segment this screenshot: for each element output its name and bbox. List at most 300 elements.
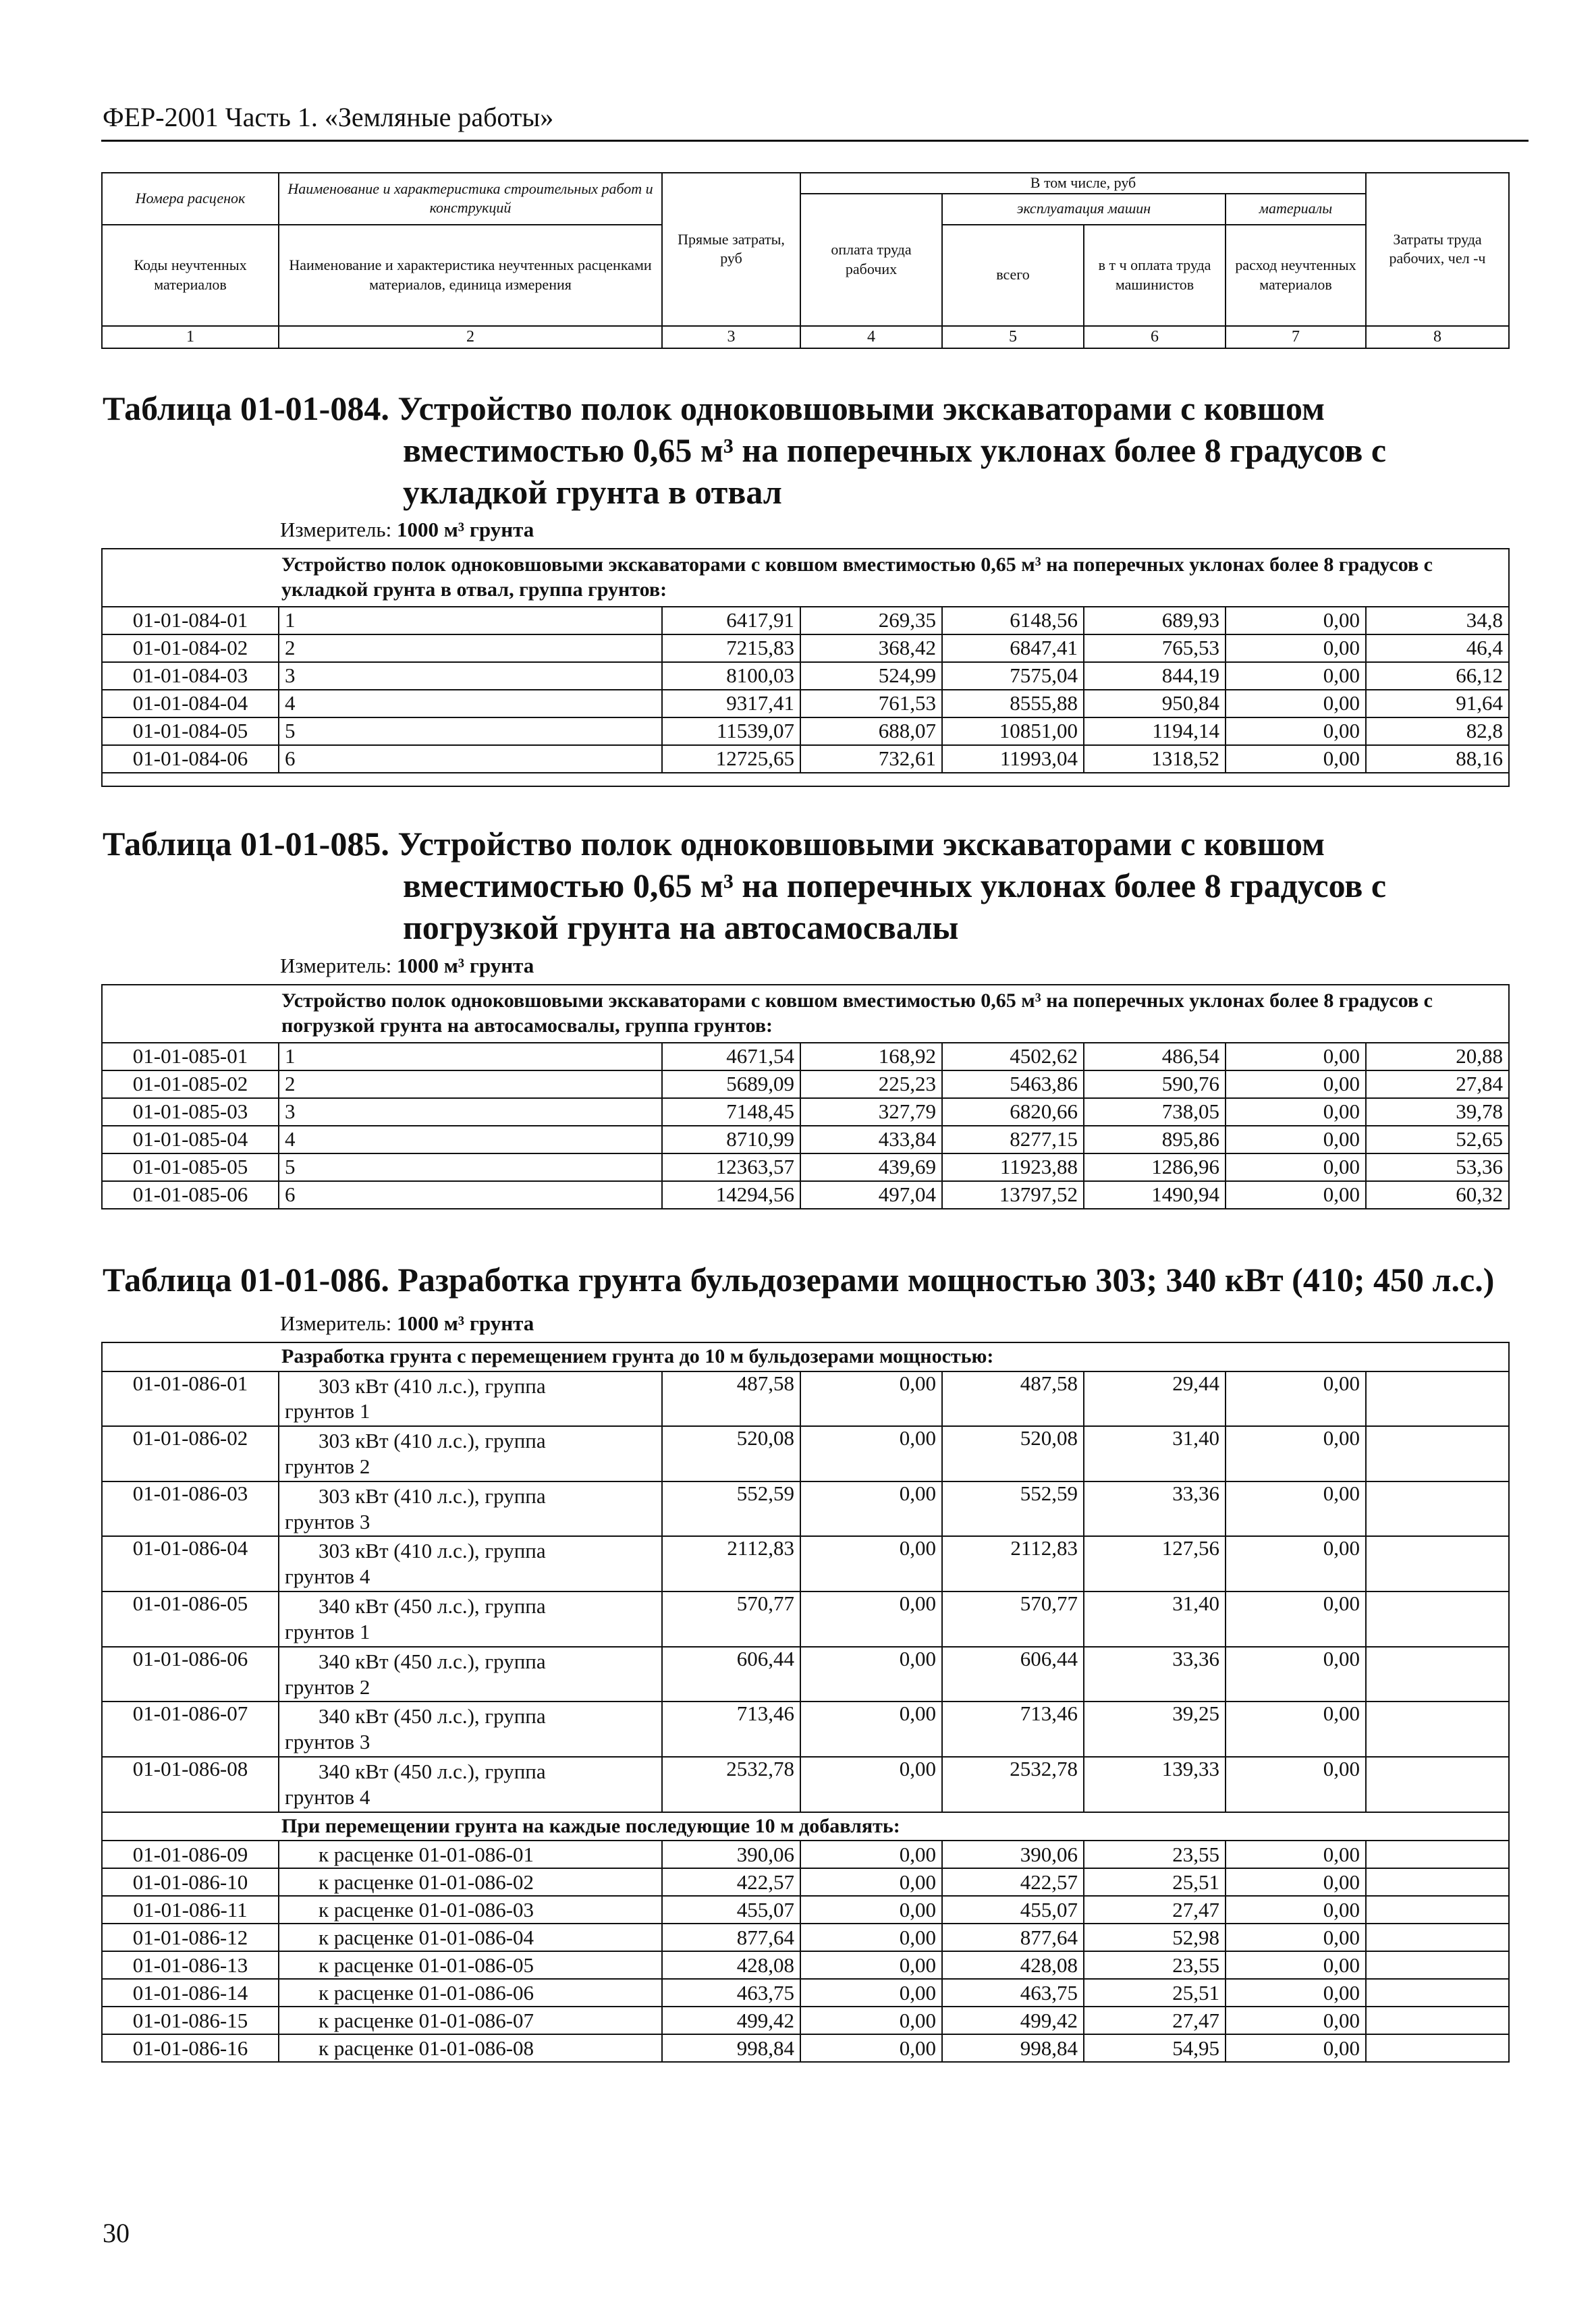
table-084-group-title: Устройство полок одноковшовыми экскаваторами с ковшом вместимостью 0,65 м³ на поперечных уклонах более 8 градусов с укладкой грунта в отвал, группа грунтов: <box>102 549 1509 607</box>
cost-c5: 6148,56 <box>942 607 1084 634</box>
table-row <box>102 1868 1509 1896</box>
header-divider <box>101 140 1529 142</box>
cost-c8: 60,32 <box>1366 1181 1509 1209</box>
cost-c7: 0,00 <box>1226 1702 1366 1757</box>
cost-c6: 31,40 <box>1084 1591 1226 1647</box>
table-row <box>102 1896 1509 1924</box>
rate-name: 3 <box>279 662 662 690</box>
rate-code: 01-01-084-05 <box>102 717 279 745</box>
table-row <box>102 690 1509 717</box>
cost-c8-empty <box>1366 1702 1509 1757</box>
rate-code: 01-01-086-09 <box>102 1841 279 1868</box>
header-machines: эксплуатация машин <box>942 194 1226 225</box>
cost-c4: 327,79 <box>800 1098 942 1126</box>
table-row <box>102 1591 1509 1647</box>
rate-name-line2: грунтов 4 <box>285 1564 370 1589</box>
table-086-caption-line1: Таблица 01-01-086. Разработка грунта бульдозерами мощностью 303; 340 кВт (410; 450 л.с.) <box>103 1261 1495 1299</box>
rate-name-line1: 340 кВт (450 л.с.), группа <box>319 1649 546 1673</box>
cost-c3: 6417,91 <box>662 607 800 634</box>
rate-name-line2: грунтов 2 <box>285 1675 370 1699</box>
cost-c6: 27,47 <box>1084 1896 1226 1924</box>
cost-c6: 33,36 <box>1084 1481 1226 1537</box>
cost-c6: 950,84 <box>1084 690 1226 717</box>
table-row <box>102 1043 1509 1070</box>
table-row <box>102 1841 1509 1868</box>
table-row <box>102 1098 1509 1126</box>
cost-c8-empty <box>1366 1591 1509 1647</box>
header-col1-top: Номера расценок <box>102 173 279 225</box>
rate-name: 6 <box>279 745 662 773</box>
cost-c7: 0,00 <box>1226 634 1366 662</box>
measure-label: Измеритель: <box>280 954 392 977</box>
cost-c5: 713,46 <box>942 1702 1084 1757</box>
cost-c7: 0,00 <box>1226 1536 1366 1591</box>
rate-code: 01-01-085-01 <box>102 1043 279 1070</box>
rate-name <box>279 1591 662 1647</box>
measure-label: Измеритель: <box>280 1311 392 1335</box>
cost-c8-empty <box>1366 1951 1509 1979</box>
cost-c3: 422,57 <box>662 1868 800 1896</box>
cost-c3: 552,59 <box>662 1481 800 1537</box>
table-row <box>102 1126 1509 1153</box>
table-row <box>102 634 1509 662</box>
cost-c7: 0,00 <box>1226 1126 1366 1153</box>
table-086-caption <box>103 1259 1494 1301</box>
rate-code: 01-01-086-15 <box>102 2007 279 2034</box>
cost-c6: 54,95 <box>1084 2034 1226 2062</box>
cost-c3: 520,08 <box>662 1426 800 1481</box>
rate-name-line2: грунтов 3 <box>285 1730 370 1754</box>
cost-c5: 2532,78 <box>942 1757 1084 1812</box>
cost-c4: 439,69 <box>800 1153 942 1181</box>
cost-c7: 0,00 <box>1226 690 1366 717</box>
rate-name-line2: грунтов 1 <box>285 1399 370 1423</box>
cost-c7: 0,00 <box>1226 1181 1366 1209</box>
rate-name: к расценке 01-01-086-04 <box>279 1924 662 1951</box>
rate-name <box>279 1757 662 1812</box>
cost-c7: 0,00 <box>1226 1868 1366 1896</box>
rate-name: 6 <box>279 1181 662 1209</box>
table-row <box>102 1070 1509 1098</box>
cost-c5: 7575,04 <box>942 662 1084 690</box>
rate-name-line2: грунтов 3 <box>285 1509 370 1533</box>
header-num-5: 5 <box>942 326 1084 348</box>
rate-code: 01-01-085-03 <box>102 1098 279 1126</box>
cost-c4: 0,00 <box>800 1896 942 1924</box>
cost-c8: 34,8 <box>1366 607 1509 634</box>
cost-c5: 390,06 <box>942 1841 1084 1868</box>
header-num-1: 1 <box>102 326 279 348</box>
measure-value: 1000 м³ грунта <box>396 518 534 541</box>
cost-c5: 877,64 <box>942 1924 1084 1951</box>
cost-c8: 66,12 <box>1366 662 1509 690</box>
cost-c8-empty <box>1366 1924 1509 1951</box>
cost-c7: 0,00 <box>1226 1371 1366 1427</box>
cost-c8-empty <box>1366 1426 1509 1481</box>
cost-c7: 0,00 <box>1226 1481 1366 1537</box>
header-num-6: 6 <box>1084 326 1226 348</box>
rate-code: 01-01-086-03 <box>102 1481 279 1537</box>
cost-c6: 738,05 <box>1084 1098 1226 1126</box>
rate-name: 1 <box>279 607 662 634</box>
rate-name-line1: 303 кВт (410 л.с.), группа <box>319 1373 546 1398</box>
cost-c3: 8710,99 <box>662 1126 800 1153</box>
rate-name-line1: 340 кВт (450 л.с.), группа <box>319 1704 546 1729</box>
rate-name: к расценке 01-01-086-02 <box>279 1868 662 1896</box>
rate-code: 01-01-086-14 <box>102 1979 279 2007</box>
cost-c3: 14294,56 <box>662 1181 800 1209</box>
cost-c7: 0,00 <box>1226 607 1366 634</box>
rate-name: к расценке 01-01-086-06 <box>279 1979 662 2007</box>
cost-c8-empty <box>1366 1481 1509 1537</box>
rate-code: 01-01-086-10 <box>102 1868 279 1896</box>
table-row <box>102 662 1509 690</box>
cost-c6: 23,55 <box>1084 1841 1226 1868</box>
cost-c3: 487,58 <box>662 1371 800 1427</box>
table-row <box>102 1951 1509 1979</box>
rate-code: 01-01-086-12 <box>102 1924 279 1951</box>
table-row <box>102 1536 1509 1591</box>
cost-c7: 0,00 <box>1226 1043 1366 1070</box>
cost-c7: 0,00 <box>1226 2034 1366 2062</box>
rate-code: 01-01-085-02 <box>102 1070 279 1098</box>
cost-c6: 590,76 <box>1084 1070 1226 1098</box>
rate-code: 01-01-086-16 <box>102 2034 279 2062</box>
table-row <box>102 1181 1509 1209</box>
cost-c3: 8100,03 <box>662 662 800 690</box>
cost-c8-empty <box>1366 1757 1509 1812</box>
table-084-caption-line3: укладкой грунта в отвал <box>403 473 782 511</box>
header-col8: Затраты труда рабочих, чел -ч <box>1366 173 1509 326</box>
cost-c4: 0,00 <box>800 1702 942 1757</box>
measure-value: 1000 м³ грунта <box>396 1311 534 1335</box>
cost-c4: 0,00 <box>800 1426 942 1481</box>
table-row <box>102 1426 1509 1481</box>
header-num-7: 7 <box>1226 326 1366 348</box>
cost-c4: 225,23 <box>800 1070 942 1098</box>
cost-c6: 23,55 <box>1084 1951 1226 1979</box>
rate-name-line1: 303 кВт (410 л.с.), группа <box>319 1429 546 1453</box>
cost-c3: 463,75 <box>662 1979 800 2007</box>
cost-c3: 12363,57 <box>662 1153 800 1181</box>
cost-c6: 1318,52 <box>1084 745 1226 773</box>
cost-c3: 877,64 <box>662 1924 800 1951</box>
cost-c4: 0,00 <box>800 1924 942 1951</box>
cost-c5: 606,44 <box>942 1647 1084 1702</box>
cost-c5: 8277,15 <box>942 1126 1084 1153</box>
cost-c7: 0,00 <box>1226 1098 1366 1126</box>
cost-c7: 0,00 <box>1226 1153 1366 1181</box>
cost-c7: 0,00 <box>1226 1757 1366 1812</box>
cost-c4: 368,42 <box>800 634 942 662</box>
table-084-caption <box>103 387 1386 513</box>
rate-code: 01-01-086-05 <box>102 1591 279 1647</box>
cost-c8: 53,36 <box>1366 1153 1509 1181</box>
cost-c6: 139,33 <box>1084 1757 1226 1812</box>
table-row <box>102 1371 1509 1427</box>
cost-c4: 497,04 <box>800 1181 942 1209</box>
cost-c4: 0,00 <box>800 1868 942 1896</box>
cost-c8: 82,8 <box>1366 717 1509 745</box>
table-row <box>102 1153 1509 1181</box>
cost-c8-empty <box>1366 1868 1509 1896</box>
rate-code: 01-01-084-06 <box>102 745 279 773</box>
header-col3: Прямые затраты, руб <box>662 173 800 326</box>
rate-name-line1: 303 кВт (410 л.с.), группа <box>319 1539 546 1563</box>
rate-code: 01-01-086-07 <box>102 1702 279 1757</box>
cost-c5: 6847,41 <box>942 634 1084 662</box>
header-col1-bottom: Коды неучтенных материалов <box>102 225 279 326</box>
cost-c6: 765,53 <box>1084 634 1226 662</box>
cost-c6: 689,93 <box>1084 607 1226 634</box>
cost-c3: 998,84 <box>662 2034 800 2062</box>
cost-c4: 269,35 <box>800 607 942 634</box>
cost-c4: 433,84 <box>800 1126 942 1153</box>
cost-c3: 9317,41 <box>662 690 800 717</box>
cost-c4: 0,00 <box>800 1951 942 1979</box>
cost-c7: 0,00 <box>1226 662 1366 690</box>
cost-c7: 0,00 <box>1226 745 1366 773</box>
rate-code: 01-01-084-02 <box>102 634 279 662</box>
cost-c8-empty <box>1366 1371 1509 1427</box>
cost-c4: 168,92 <box>800 1043 942 1070</box>
rate-name: к расценке 01-01-086-08 <box>279 2034 662 2062</box>
cost-c8: 52,65 <box>1366 1126 1509 1153</box>
cost-c6: 1490,94 <box>1084 1181 1226 1209</box>
header-including: В том числе, руб <box>800 173 1366 194</box>
cost-c6: 52,98 <box>1084 1924 1226 1951</box>
cost-c5: 8555,88 <box>942 690 1084 717</box>
rate-code: 01-01-086-01 <box>102 1371 279 1427</box>
cost-c3: 713,46 <box>662 1702 800 1757</box>
cost-c8-empty <box>1366 1536 1509 1591</box>
table-row <box>102 717 1509 745</box>
cost-c6: 29,44 <box>1084 1371 1226 1427</box>
cost-c4: 732,61 <box>800 745 942 773</box>
table-row <box>102 1757 1509 1812</box>
rate-name: 4 <box>279 1126 662 1153</box>
header-col7: расход неучтенных материалов <box>1226 225 1366 326</box>
cost-c8-empty <box>1366 1647 1509 1702</box>
cost-c5: 5463,86 <box>942 1070 1084 1098</box>
rate-name: 2 <box>279 634 662 662</box>
cost-c7: 0,00 <box>1226 2007 1366 2034</box>
cost-c4: 0,00 <box>800 1841 942 1868</box>
cost-c8: 20,88 <box>1366 1043 1509 1070</box>
table-085-caption <box>103 823 1386 948</box>
page-number: 30 <box>103 2218 130 2248</box>
rate-name <box>279 1371 662 1427</box>
rate-code: 01-01-086-04 <box>102 1536 279 1591</box>
cost-c8: 91,64 <box>1366 690 1509 717</box>
rate-name: 1 <box>279 1043 662 1070</box>
cost-c3: 11539,07 <box>662 717 800 745</box>
cost-c7: 0,00 <box>1226 717 1366 745</box>
table-085-measure <box>280 954 534 978</box>
header-num-8: 8 <box>1366 326 1509 348</box>
table-085-caption-line2: вместимостью 0,65 м³ на поперечных уклонах более 8 градусов с <box>403 867 1387 904</box>
header-num-4: 4 <box>800 326 942 348</box>
rate-name-line2: грунтов 1 <box>285 1619 370 1643</box>
cost-c6: 127,56 <box>1084 1536 1226 1591</box>
table-row <box>102 1647 1509 1702</box>
cost-c4: 0,00 <box>800 1647 942 1702</box>
cost-c3: 7148,45 <box>662 1098 800 1126</box>
cost-c6: 31,40 <box>1084 1426 1226 1481</box>
cost-c7: 0,00 <box>1226 1647 1366 1702</box>
table-084-spacer <box>102 773 1509 786</box>
table-row <box>102 607 1509 634</box>
measure-label: Измеритель: <box>280 518 392 541</box>
rate-code: 01-01-086-11 <box>102 1896 279 1924</box>
cost-c3: 2532,78 <box>662 1757 800 1812</box>
rate-name: к расценке 01-01-086-03 <box>279 1896 662 1924</box>
cost-c5: 422,57 <box>942 1868 1084 1896</box>
table-084-caption-line1: Таблица 01-01-084. Устройство полок одноковшовыми экскаваторами с ковшом <box>103 389 1325 427</box>
cost-c3: 12725,65 <box>662 745 800 773</box>
cost-c4: 0,00 <box>800 1481 942 1537</box>
rate-name: к расценке 01-01-086-01 <box>279 1841 662 1868</box>
rate-name-line2: грунтов 2 <box>285 1454 370 1479</box>
rate-code: 01-01-086-13 <box>102 1951 279 1979</box>
rate-name <box>279 1481 662 1537</box>
cost-c6: 895,86 <box>1084 1126 1226 1153</box>
cost-c6: 1194,14 <box>1084 717 1226 745</box>
cost-c8-empty <box>1366 2007 1509 2034</box>
cost-c8-empty <box>1366 1979 1509 2007</box>
cost-c5: 552,59 <box>942 1481 1084 1537</box>
rate-code: 01-01-086-02 <box>102 1426 279 1481</box>
header-col2-bottom: Наименование и характеристика неучтенных расценками материалов, единица измерения <box>279 225 662 326</box>
cost-c5: 998,84 <box>942 2034 1084 2062</box>
table-086-measure <box>280 1311 534 1336</box>
cost-c5: 11993,04 <box>942 745 1084 773</box>
header-num-2: 2 <box>279 326 662 348</box>
cost-c8: 27,84 <box>1366 1070 1509 1098</box>
cost-c3: 606,44 <box>662 1647 800 1702</box>
rate-code: 01-01-086-08 <box>102 1757 279 1812</box>
cost-c4: 0,00 <box>800 2034 942 2062</box>
table-row <box>102 1702 1509 1757</box>
cost-c8: 88,16 <box>1366 745 1509 773</box>
cost-c6: 25,51 <box>1084 1868 1226 1896</box>
cost-c3: 5689,09 <box>662 1070 800 1098</box>
cost-c6: 486,54 <box>1084 1043 1226 1070</box>
cost-c5: 520,08 <box>942 1426 1084 1481</box>
cost-c3: 428,08 <box>662 1951 800 1979</box>
table-086 <box>101 1342 1510 2063</box>
table-085-group-title: Устройство полок одноковшовыми экскаваторами с ковшом вместимостью 0,65 м³ на поперечных уклонах более 8 градусов с погрузкой грунта на автосамосвалы, группа грунтов: <box>102 985 1509 1043</box>
cost-c6: 33,36 <box>1084 1647 1226 1702</box>
cost-c6: 39,25 <box>1084 1702 1226 1757</box>
cost-c4: 0,00 <box>800 1536 942 1591</box>
rate-name-line1: 340 кВт (450 л.с.), группа <box>319 1759 546 1783</box>
cost-c4: 688,07 <box>800 717 942 745</box>
cost-c4: 0,00 <box>800 2007 942 2034</box>
cost-c3: 2112,83 <box>662 1536 800 1591</box>
cost-c6: 25,51 <box>1084 1979 1226 2007</box>
table-084-measure <box>280 518 534 542</box>
cost-c5: 10851,00 <box>942 717 1084 745</box>
cost-c8: 39,78 <box>1366 1098 1509 1126</box>
measure-value: 1000 м³ грунта <box>396 954 534 977</box>
rate-name: 2 <box>279 1070 662 1098</box>
cost-c5: 428,08 <box>942 1951 1084 1979</box>
table-row <box>102 1924 1509 1951</box>
cost-c5: 570,77 <box>942 1591 1084 1647</box>
rate-name: к расценке 01-01-086-07 <box>279 2007 662 2034</box>
cost-c7: 0,00 <box>1226 1924 1366 1951</box>
cost-c5: 487,58 <box>942 1371 1084 1427</box>
cost-c6: 1286,96 <box>1084 1153 1226 1181</box>
table-086-group1-title: Разработка грунта с перемещением грунта до 10 м бульдозерами мощностью: <box>102 1342 1509 1371</box>
cost-c4: 761,53 <box>800 690 942 717</box>
cost-c5: 11923,88 <box>942 1153 1084 1181</box>
cost-c8-empty <box>1366 1841 1509 1868</box>
cost-c5: 2112,83 <box>942 1536 1084 1591</box>
rate-name <box>279 1426 662 1481</box>
cost-c7: 0,00 <box>1226 1951 1366 1979</box>
header-num-3: 3 <box>662 326 800 348</box>
table-085-caption-line1: Таблица 01-01-085. Устройство полок одноковшовыми экскаваторами с ковшом <box>103 825 1325 863</box>
cost-c7: 0,00 <box>1226 1591 1366 1647</box>
table-086-group2-title: При перемещении грунта на каждые последующие 10 м добавлять: <box>102 1812 1509 1841</box>
table-row <box>102 2034 1509 2062</box>
rate-name: 5 <box>279 717 662 745</box>
rate-name: 4 <box>279 690 662 717</box>
cost-c8-empty <box>1366 1896 1509 1924</box>
rate-code: 01-01-085-04 <box>102 1126 279 1153</box>
cost-c5: 6820,66 <box>942 1098 1084 1126</box>
cost-c5: 4502,62 <box>942 1043 1084 1070</box>
cost-c3: 455,07 <box>662 1896 800 1924</box>
cost-c7: 0,00 <box>1226 1979 1366 2007</box>
cost-c4: 0,00 <box>800 1757 942 1812</box>
table-085-caption-line3: погрузкой грунта на автосамосвалы <box>403 908 959 946</box>
cost-c3: 4671,54 <box>662 1043 800 1070</box>
rate-name: 3 <box>279 1098 662 1126</box>
column-header-table <box>101 172 1510 349</box>
cost-c4: 0,00 <box>800 1979 942 2007</box>
cost-c8: 46,4 <box>1366 634 1509 662</box>
rate-code: 01-01-086-06 <box>102 1647 279 1702</box>
header-col5: всего <box>942 225 1084 326</box>
table-row <box>102 745 1509 773</box>
table-row <box>102 2007 1509 2034</box>
rate-code: 01-01-085-05 <box>102 1153 279 1181</box>
header-col6: в т ч оплата труда машинистов <box>1084 225 1226 326</box>
cost-c3: 7215,83 <box>662 634 800 662</box>
cost-c7: 0,00 <box>1226 1070 1366 1098</box>
header-materials: материалы <box>1226 194 1366 225</box>
rate-code: 01-01-084-03 <box>102 662 279 690</box>
cost-c4: 0,00 <box>800 1371 942 1427</box>
cost-c8-empty <box>1366 2034 1509 2062</box>
header-col4: оплата труда рабочих <box>800 194 942 326</box>
rate-name <box>279 1702 662 1757</box>
cost-c4: 524,99 <box>800 662 942 690</box>
cost-c5: 463,75 <box>942 1979 1084 2007</box>
table-084 <box>101 548 1510 787</box>
cost-c7: 0,00 <box>1226 1841 1366 1868</box>
cost-c5: 499,42 <box>942 2007 1084 2034</box>
cost-c6: 844,19 <box>1084 662 1226 690</box>
table-085 <box>101 984 1510 1209</box>
header-col2-top: Наименование и характеристика строительных работ и конструкций <box>279 173 662 225</box>
cost-c4: 0,00 <box>800 1591 942 1647</box>
rate-name: 5 <box>279 1153 662 1181</box>
cost-c5: 455,07 <box>942 1896 1084 1924</box>
